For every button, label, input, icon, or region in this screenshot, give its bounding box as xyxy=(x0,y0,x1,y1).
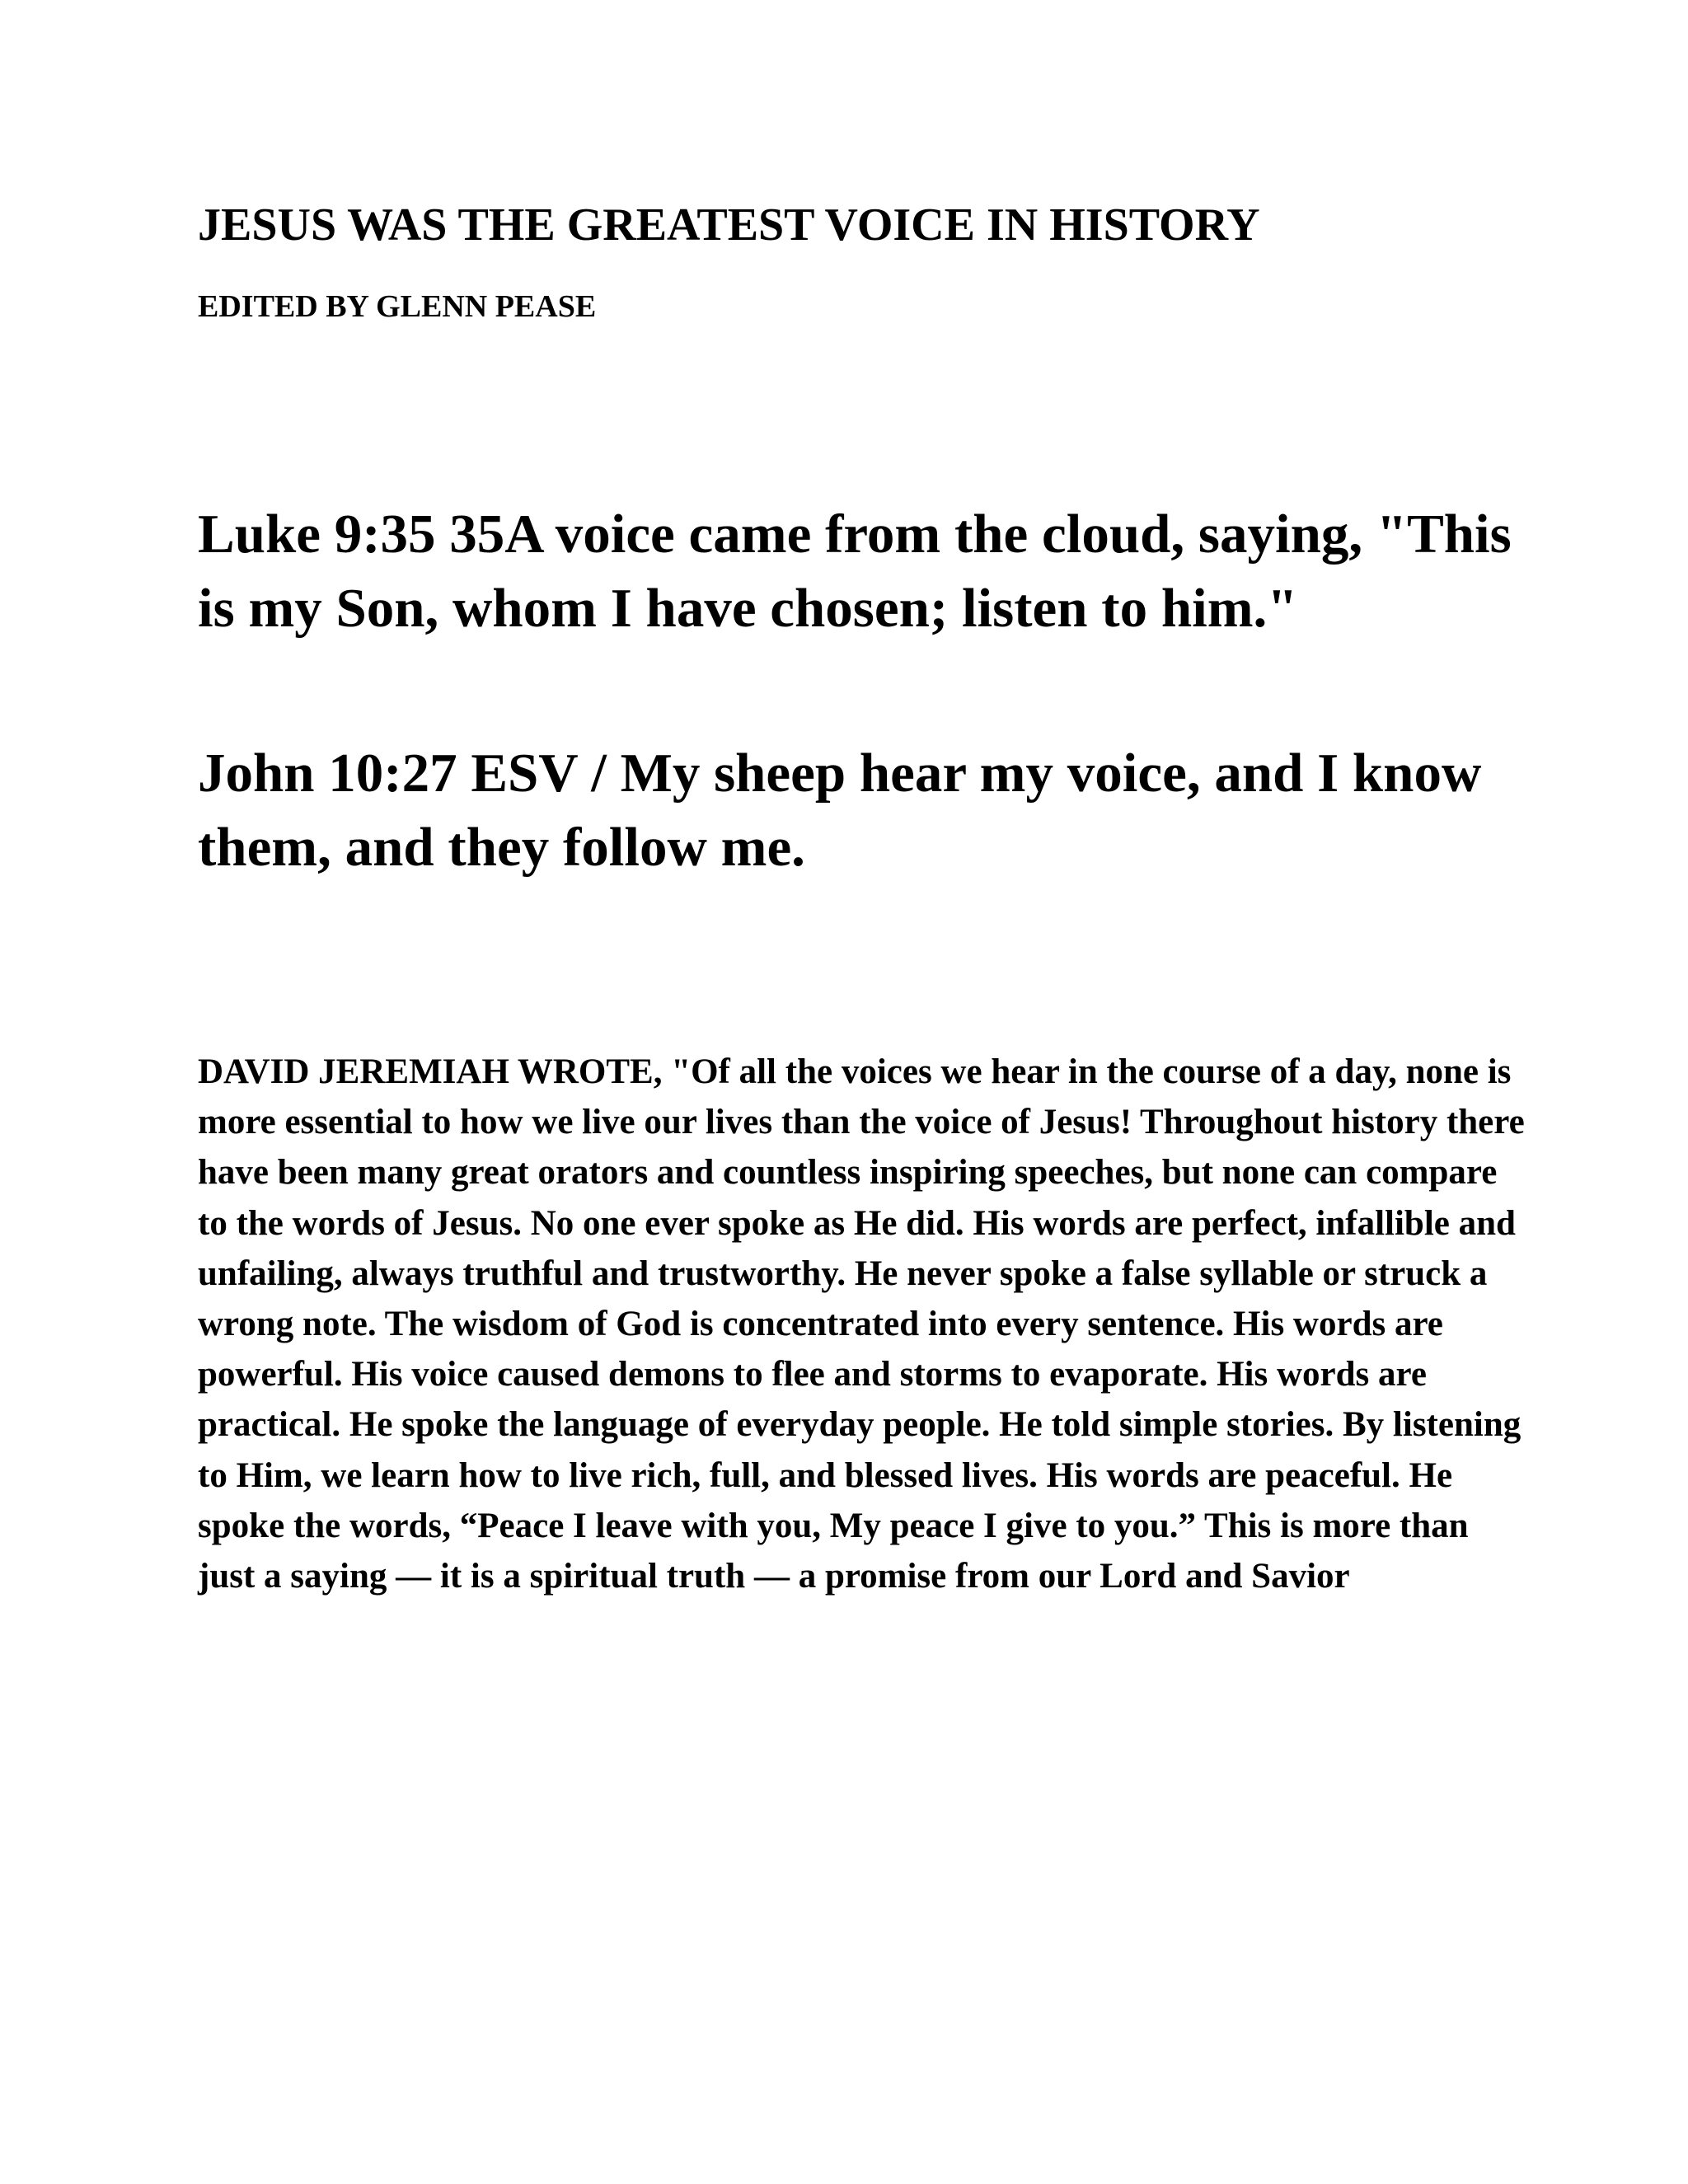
body-paragraph: DAVID JEREMIAH WROTE, "Of all the voices we hear in the course of a day, none is more essential to how we live our lives than the voice of Jesus! Throughout history there have been many great orators and countless inspiring speeches, but none can compare to the words of Jesus. No one ever spoke as He did. His words are perfect, infallible and unfailing, always truthful and trustworthy. He never spoke a false syllable or struck a wrong note. The wisdom of God is concentrated into every sentence. His words are powerful. His voice caused demons to flee and storms to evaporate. His words are practical. He spoke the language of everyday people. He told simple stories. By listening to Him, we learn how to live rich, full, and blessed lives. His words are peaceful. He spoke the words, “Peace I leave with you, My peace I give to you.” This is more than just a saying — it is a spiritual truth — a promise from our Lord and Savior xyxy=(198,1052,1525,1596)
verse-luke: Luke 9:35 35A voice came from the cloud, saying, "This is my Son, whom I have chosen; listen to him." xyxy=(198,504,1512,639)
document-subtitle: EDITED BY GLENN PEASE xyxy=(198,289,597,324)
verse-john: John 10:27 ESV / My sheep hear my voice, and I know them, and they follow me. xyxy=(198,743,1482,878)
document-title: JESUS WAS THE GREATEST VOICE IN HISTORY xyxy=(198,199,1260,251)
